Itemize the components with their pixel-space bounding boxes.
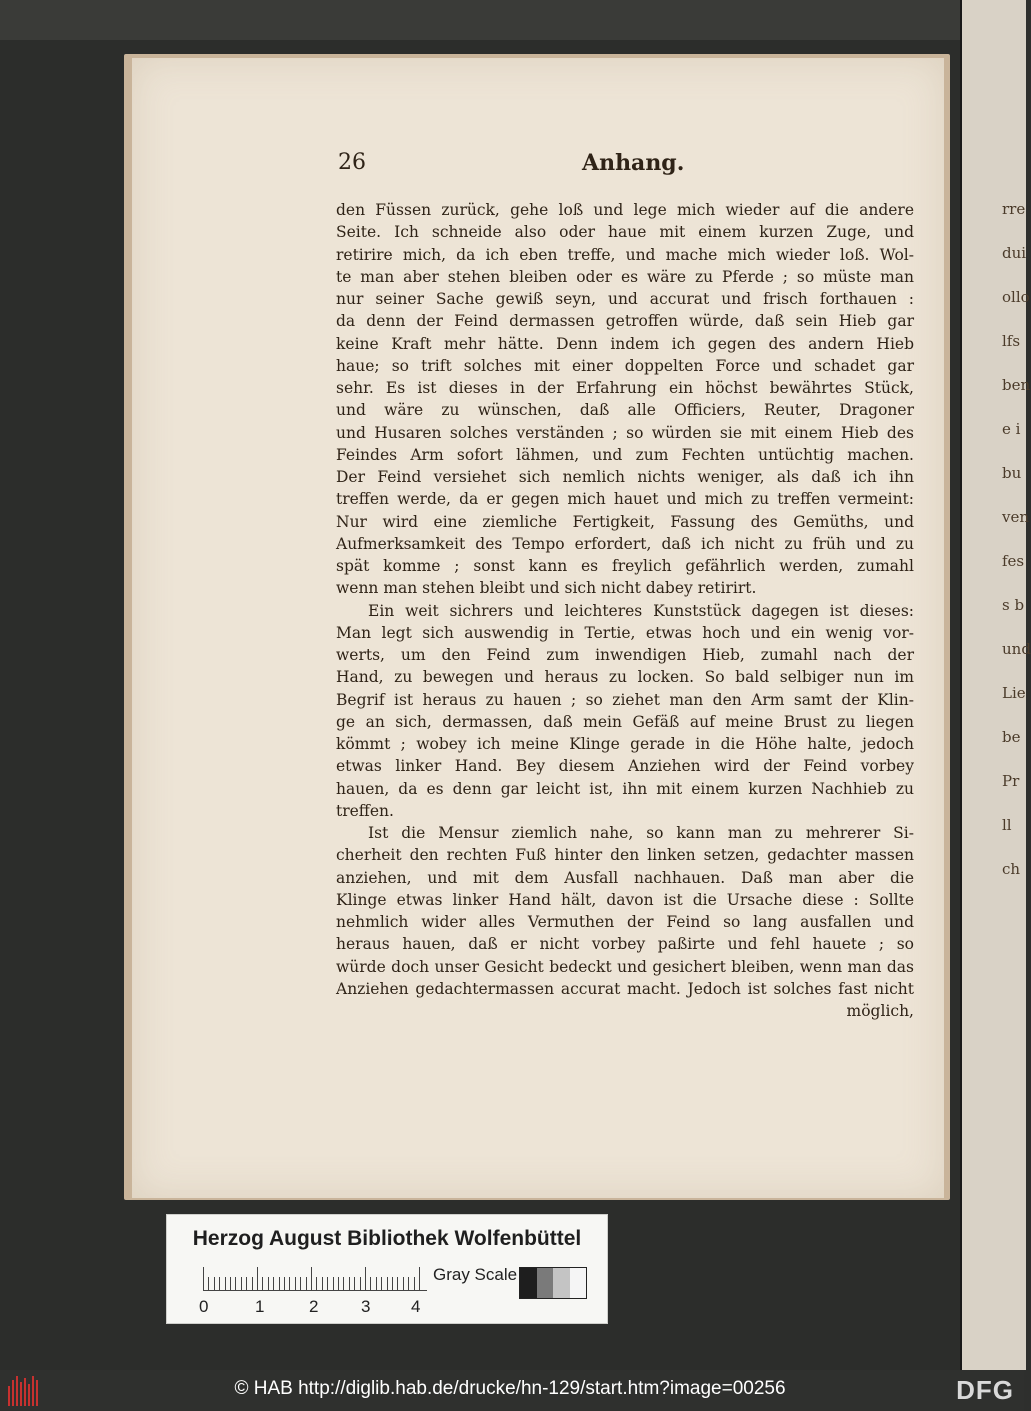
viewer-footer: [0, 1370, 1024, 1411]
text-line: te man aber stehen bleiben oder es wäre zu Pferde ; so müste man: [336, 267, 914, 286]
adjacent-page-fragment: ven: [1002, 508, 1030, 526]
adjacent-page-fragment: dui: [1002, 244, 1027, 262]
ruler-tick: [252, 1277, 253, 1291]
gray-scale-swatches: [519, 1267, 587, 1299]
ruler-tick: [273, 1277, 274, 1291]
ruler-tick: [381, 1277, 382, 1291]
page-header: [338, 150, 912, 180]
text-line: cherheit den rechten Fuß hinter den linken setzen, gedachter massen: [336, 846, 914, 865]
text-line: möglich,: [846, 1002, 914, 1020]
text-line: heraus hauen, daß er nicht vorbey paßirte und fehl hauete ; so: [336, 935, 914, 954]
ruler-tick: [354, 1277, 355, 1291]
text-line: Klinge etwas linker Hand hält, davon ist die Ursache diese : Sollte: [336, 890, 914, 909]
text-line: etwas linker Hand. Bey diesem Anziehen wird der Feind vorbey: [336, 757, 914, 776]
scan-top-edge: [0, 0, 1024, 40]
ruler-tick: [343, 1277, 344, 1291]
text-line: Hand, zu bewegen und heraus zu locken. So bald selbiger nun im: [336, 668, 914, 687]
library-color-card: [166, 1214, 608, 1324]
ruler-label-4: 4: [411, 1297, 421, 1316]
text-line: retirire mich, da ich eben treffe, und mache mich wieder loß. Wol-: [336, 245, 914, 264]
ruler-tick: [219, 1277, 220, 1291]
text-line: Ist die Mensur ziemlich nahe, so kann man zu mehrerer Si-: [368, 824, 914, 842]
adjacent-page-fragment: fes: [1002, 552, 1025, 570]
ruler-tick: [419, 1267, 420, 1291]
ruler-tick: [246, 1277, 247, 1291]
gray-scale-label: Gray Scale: [433, 1265, 518, 1284]
ruler-tick: [295, 1277, 296, 1291]
ruler-tick: [333, 1277, 334, 1291]
text-line: Nur wird eine ziemliche Fertigkeit, Fassung des Gemüths, und: [336, 512, 914, 531]
text-line: Ein weit sichrers und leichteres Kunststück dagegen ist dieses:: [368, 601, 914, 620]
adjacent-page-fragment: lfs: [1002, 332, 1021, 350]
body-text: [336, 199, 914, 1022]
ruler-tick: [203, 1267, 204, 1291]
ruler-tick: [257, 1267, 258, 1291]
adjacent-page-fragment: e i: [1002, 420, 1021, 438]
ruler-tick: [311, 1267, 312, 1291]
ruler-tick: [365, 1267, 366, 1291]
text-line: Feindes Arm sofort lähmen, und zum Fechten untüchtig machen.: [336, 445, 914, 464]
ruler-tick: [316, 1277, 317, 1291]
gray-swatch: [553, 1268, 570, 1298]
ruler-tick: [397, 1277, 398, 1291]
ruler-tick: [392, 1277, 393, 1291]
gray-swatch: [520, 1268, 537, 1298]
page-number: 26: [338, 150, 366, 175]
ruler-tick: [225, 1277, 226, 1291]
ruler-tick: [235, 1277, 236, 1291]
hab-logo-icon: [8, 1376, 42, 1406]
text-line: da denn der Feind dermassen getroffen würde, daß sein Hieb gar: [336, 312, 914, 331]
ruler-label-2: 2: [309, 1297, 319, 1316]
text-line: den Füssen zurück, gehe loß und lege mich wieder auf die andere: [336, 201, 914, 219]
text-line: keine Kraft mehr hätte. Denn indem ich gegen des andern Hieb: [336, 334, 914, 353]
text-line: und wäre zu wünschen, daß alle Officiers, Reuter, Dragoner: [336, 401, 914, 420]
text-line: spät komme ; sonst kann es freylich gefährlich werden, zumahl: [336, 557, 914, 575]
ruler-tick: [387, 1277, 388, 1291]
adjacent-page-fragment: ch: [1002, 860, 1021, 878]
text-line: ge an sich, dermassen, daß mein Gefäß auf meine Brust zu liegen: [336, 712, 914, 731]
ruler-tick: [306, 1277, 307, 1291]
ruler-tick: [230, 1277, 231, 1291]
text-line: sehr. Es ist dieses in der Erfahrung ein höchst bewährtes Stück,: [336, 379, 914, 397]
text-line: Begrif ist heraus zu hauen ; so ziehet man den Arm samt der Klin-: [336, 690, 914, 709]
running-head: Anhang.: [582, 150, 685, 176]
adjacent-page: [960, 0, 1031, 1370]
text-line: Aufmerksamkeit des Tempo erfordert, daß ich nicht zu früh und zu: [336, 534, 914, 553]
text-line: Man legt sich auswendig in Tertie, etwas hoch und ein wenig vor-: [336, 623, 914, 642]
ruler-tick: [408, 1277, 409, 1291]
adjacent-page-fragment: ll: [1002, 816, 1012, 834]
ruler-tick: [284, 1277, 285, 1291]
adjacent-page-fragment: Pr: [1002, 772, 1020, 790]
ruler-tick: [289, 1277, 290, 1291]
ruler-label-1: 1: [255, 1297, 265, 1316]
ruler-tick: [262, 1277, 263, 1291]
ruler-tick: [322, 1277, 323, 1291]
text-line: und Husaren solches verständen ; so würden sie mit einem Hieb des: [336, 423, 914, 442]
text-line: anziehen, und mit dem Ausfall nachhauen. Daß man aber die: [336, 868, 914, 887]
ruler-label-3: 3: [361, 1297, 371, 1316]
adjacent-page-fragment: ben: [1002, 376, 1031, 394]
adjacent-page-fragment: und: [1002, 640, 1031, 658]
ruler-tick: [338, 1277, 339, 1291]
ruler-tick: [214, 1277, 215, 1291]
text-line: nehmlich wider alles Vermuthen der Feind so lang ausfallen und: [336, 913, 914, 931]
text-line: hauen, da es denn gar leicht ist, ihn mit einem kurzen Nachhieb zu: [336, 779, 914, 798]
ruler-tick: [360, 1277, 361, 1291]
adjacent-page-fragment: rre: [1002, 200, 1026, 218]
gray-swatch: [570, 1268, 587, 1298]
text-line: Anziehen gedachtermassen accurat macht. Jedoch ist solches fast nicht: [336, 979, 914, 998]
adjacent-page-fragment: bu: [1002, 464, 1022, 482]
text-line: haue; so trift solches mit einer doppelten Force und schadet gar: [336, 356, 914, 375]
adjacent-page-fragment: be: [1002, 728, 1021, 746]
ruler-tick: [268, 1277, 269, 1291]
ruler-label-0: 0: [199, 1297, 209, 1316]
text-line: nur seiner Sache gewiß seyn, und accurat und frisch forthauen :: [336, 290, 914, 308]
ruler-tick: [241, 1277, 242, 1291]
text-line: wenn man stehen bleibt und sich nicht dabey retirirt.: [336, 579, 757, 598]
text-line: treffen.: [336, 801, 394, 820]
text-line: würde doch unser Gesicht bedeckt und gesichert bleiben, wenn man das: [336, 957, 914, 976]
text-line: Der Feind versiehet sich nemlich nichts weniger, als daß ich ihn: [336, 468, 914, 486]
ruler-tick: [300, 1277, 301, 1291]
ruler-tick: [376, 1277, 377, 1291]
text-line: kömmt ; wobey ich meine Klinge gerade in die Höhe halte, jedoch: [336, 735, 914, 753]
text-line: werts, um den Feind zum inwendigen Hieb, zumahl nach der: [336, 646, 914, 664]
ruler-tick: [327, 1277, 328, 1291]
adjacent-page-fragment: ollo: [1002, 288, 1030, 306]
text-line: Seite. Ich schneide also oder haue mit einem kurzen Zuge, und: [336, 223, 914, 242]
adjacent-page-fragment: s b: [1002, 596, 1025, 614]
library-name: Herzog August Bibliothek Wolfenbüttel: [192, 1227, 582, 1250]
adjacent-page-fragment: Lie: [1002, 684, 1026, 702]
ruler-tick: [349, 1277, 350, 1291]
ruler-tick: [370, 1277, 371, 1291]
gray-swatch: [537, 1268, 554, 1298]
ruler-tick: [279, 1277, 280, 1291]
copyright-link[interactable]: © HAB http://diglib.hab.de/drucke/hn-129/start.htm?image=00256: [234, 1378, 786, 1399]
text-line: treffen werde, da er gegen mich hauet und mich zu treffen vermeint:: [336, 490, 914, 509]
ruler-tick: [208, 1277, 209, 1291]
ruler-tick: [414, 1277, 415, 1291]
dfg-logo: DFG: [956, 1375, 1014, 1405]
scale-ruler: [203, 1265, 427, 1291]
ruler-tick: [403, 1277, 404, 1291]
